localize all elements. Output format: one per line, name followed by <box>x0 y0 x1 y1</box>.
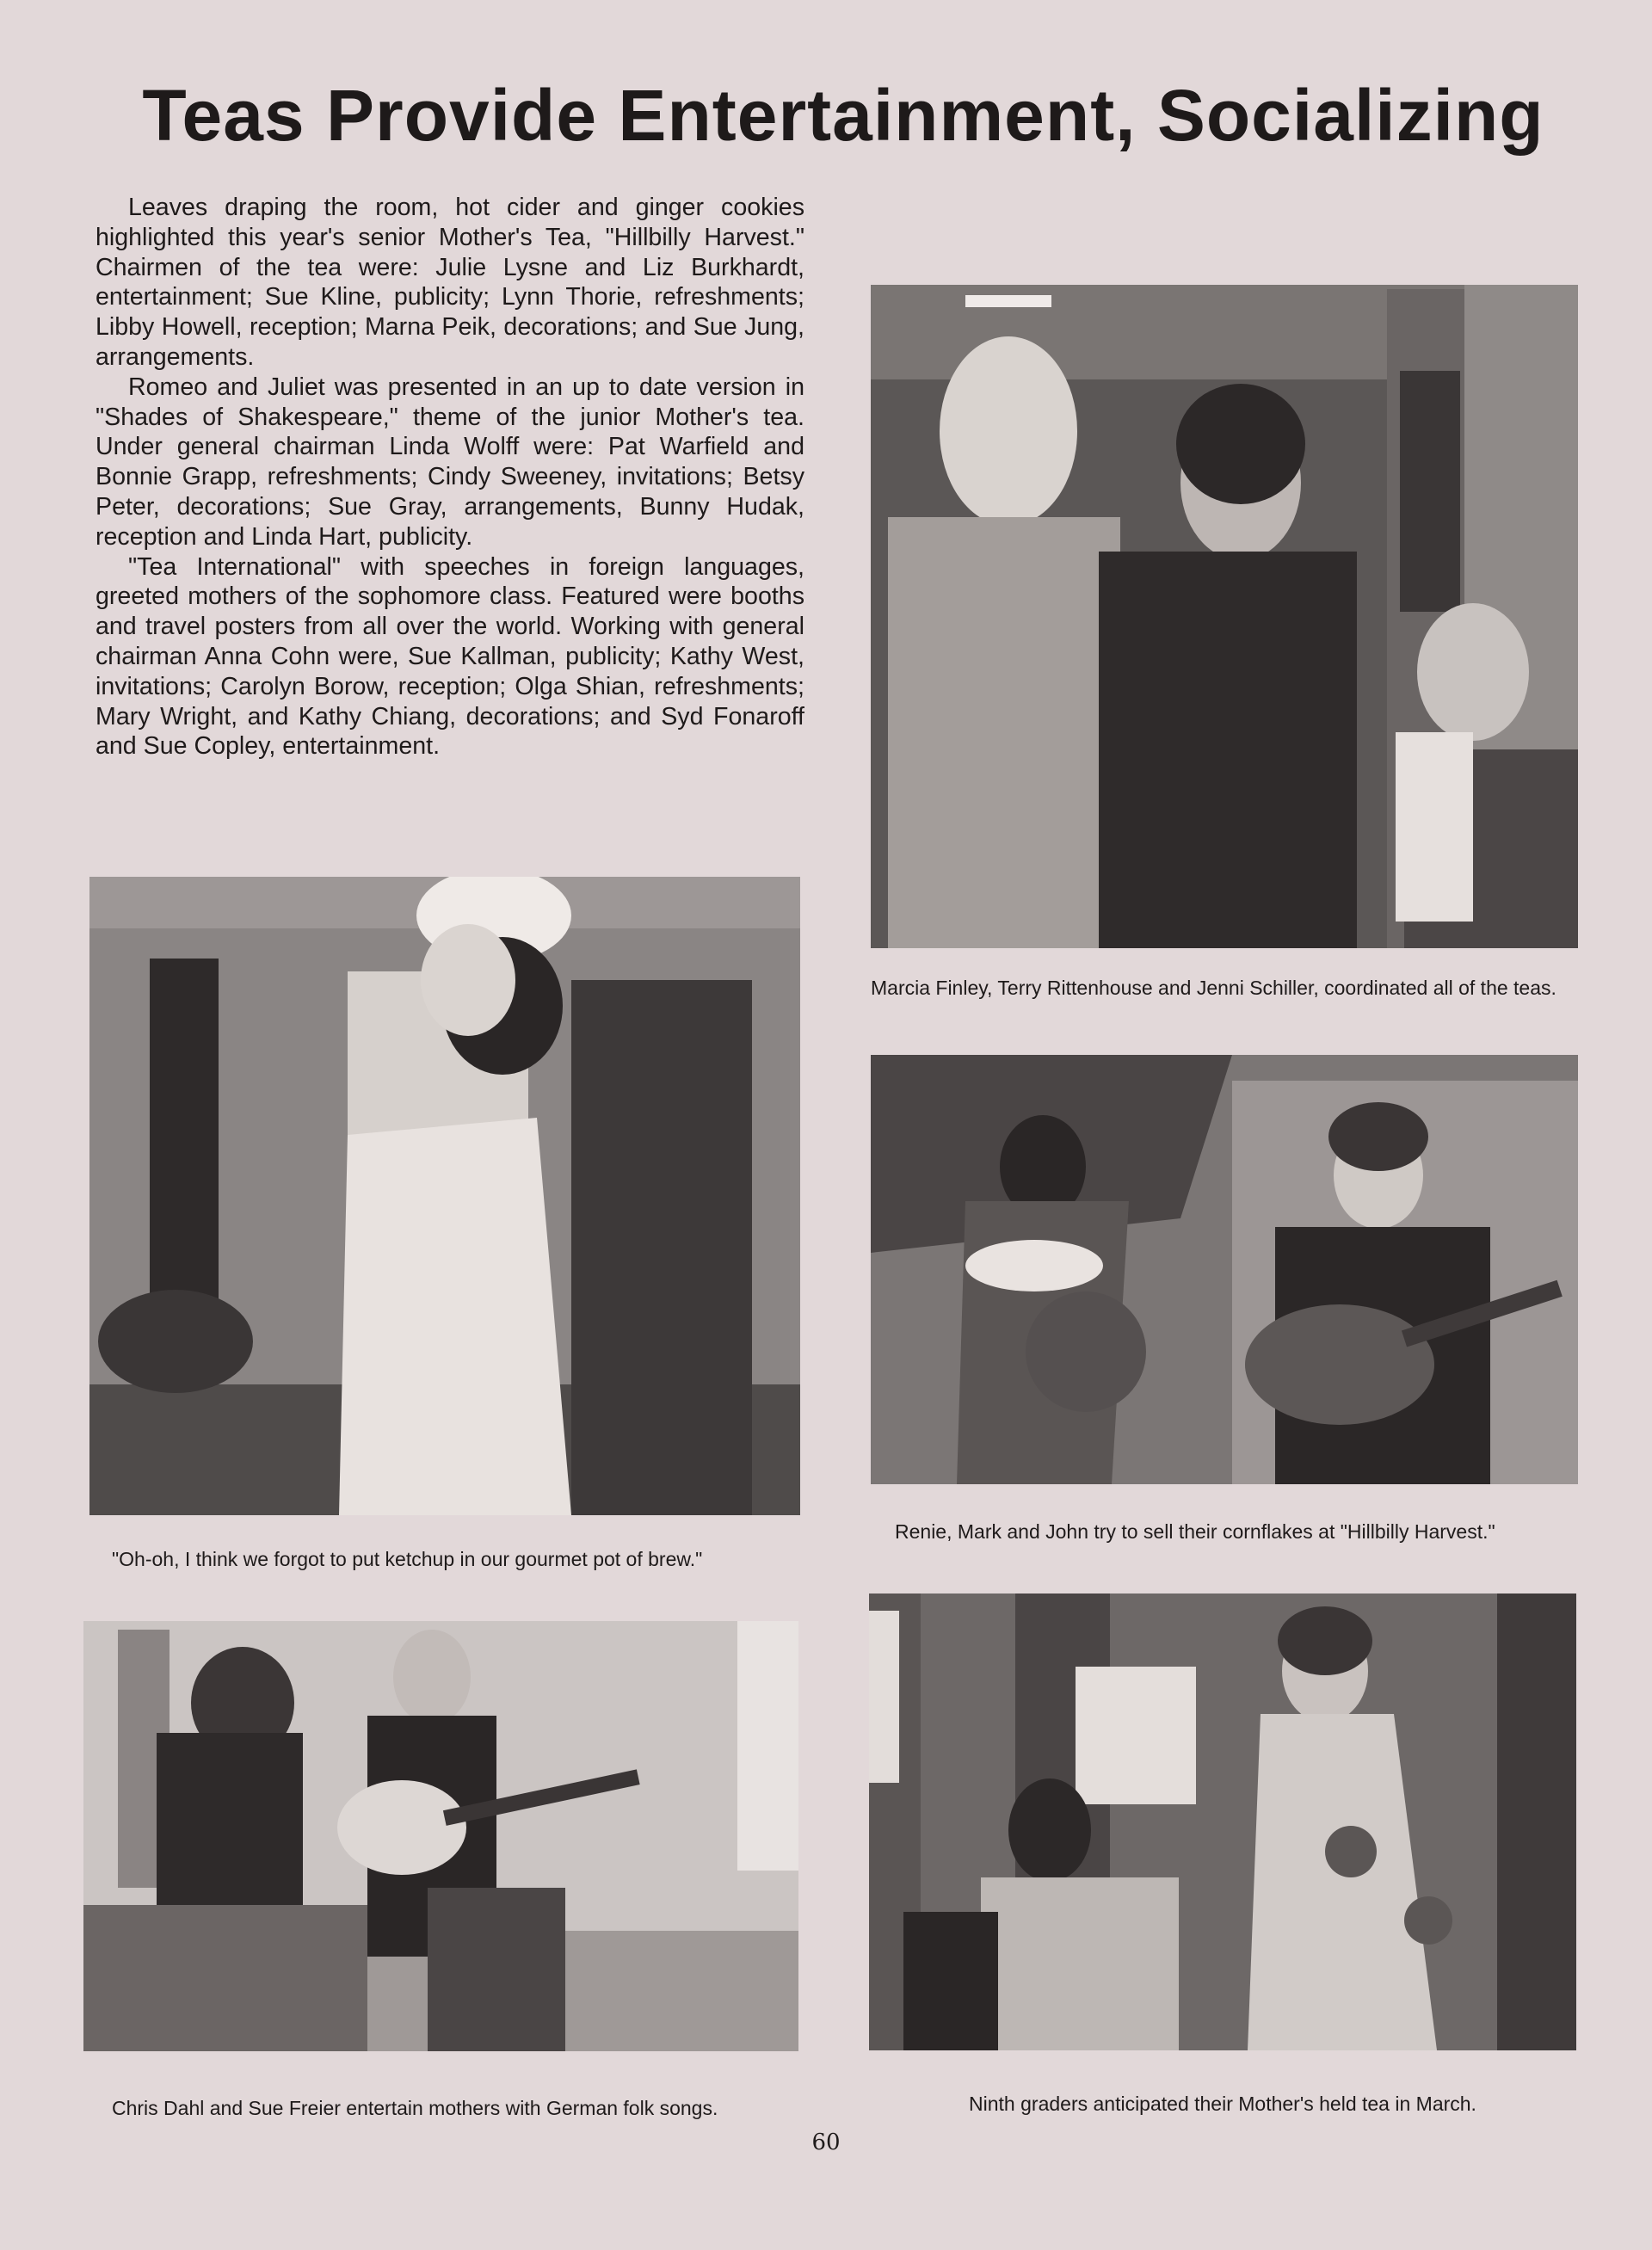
photo-coordinators <box>871 285 1578 948</box>
page-title: Teas Provide Entertainment, Socializing <box>142 75 1544 156</box>
article-paragraph: Leaves draping the room, hot cider and ginger cookies highlighted this year's senior Mother's Tea, "Hillbilly Harvest." Chairmen of the tea were: Julie Lysne and Liz Burkhardt, entertainment; Sue Kline, publicity; Lynn Thorie, refreshments; Libby Howell, reception; Marna Peik, decorations; and Sue Jung, arrangements. <box>96 194 804 371</box>
article-paragraph: Romeo and Juliet was presented in an up to date version in "Shades of Shakespeare," theme of the junior Mother's tea. Under general chairman Linda Wolff were: Pat Warfield and Bonnie Grapp, refreshments; Cindy Sweeney, invitations; Betsy Peter, decorations; Sue Gray, arrangements, Bunny Hudak, reception and Linda Hart, publicity. <box>96 373 804 551</box>
photo-hillbilly-harvest-image <box>871 1055 1578 1484</box>
page-number: 60 <box>811 2130 841 2155</box>
photo-folk-songs-image <box>83 1621 798 2051</box>
caption-ketchup: "Oh-oh, I think we forgot to put ketchup in our gourmet pot of brew." <box>112 1548 703 1570</box>
article-body <box>96 193 804 761</box>
photo-coordinators-image <box>871 285 1578 948</box>
photo-ninth-graders <box>869 1593 1576 2050</box>
photo-ketchup <box>89 877 800 1515</box>
photo-ninth-graders-image <box>869 1593 1576 2050</box>
caption-folk-songs: Chris Dahl and Sue Freier entertain mothers with German folk songs. <box>112 2097 718 2119</box>
caption-coordinators: Marcia Finley, Terry Rittenhouse and Jenni Schiller, coordinated all of the teas. <box>871 977 1556 999</box>
caption-hillbilly-harvest: Renie, Mark and John try to sell their cornflakes at "Hillbilly Harvest." <box>895 1520 1495 1543</box>
photo-folk-songs <box>83 1621 798 2051</box>
article-paragraph: "Tea International" with speeches in foreign languages, greeted mothers of the sophomore class. Featured were booths and travel posters from all over the world. Working with general chairman Anna Cohn were, Sue Kallman, publicity; Kathy West, invitations; Carolyn Borow, reception; Olga Shian, refreshments; Mary Wright, and Kathy Chiang, decorations; and Syd Fonaroff and Sue Copley, entertainment. <box>96 552 804 761</box>
photo-ketchup-image <box>89 877 800 1515</box>
caption-ninth-graders: Ninth graders anticipated their Mother's held tea in March. <box>969 2093 1476 2115</box>
photo-hillbilly-harvest <box>871 1055 1578 1484</box>
